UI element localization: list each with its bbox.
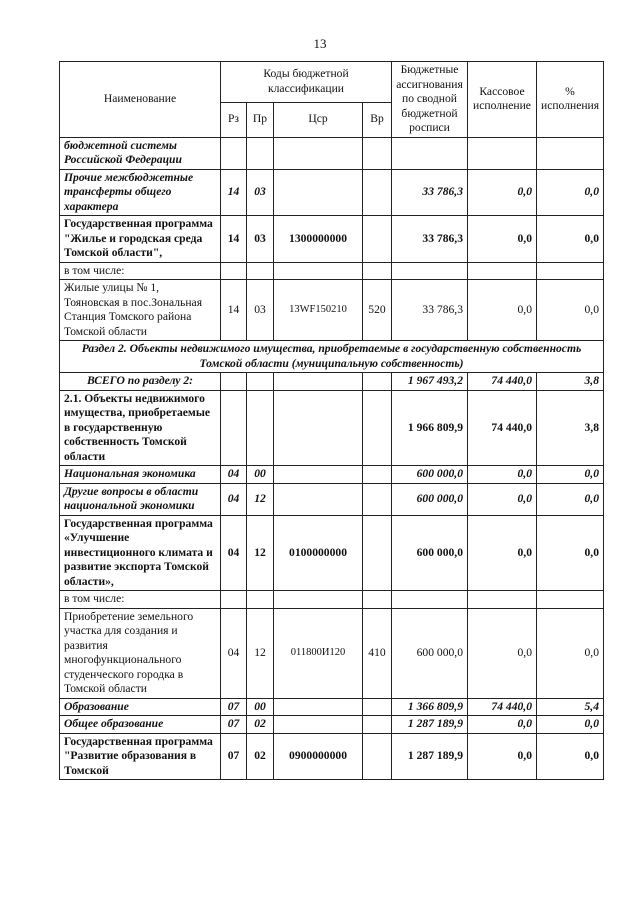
row-rz	[221, 591, 247, 609]
row-csr	[274, 466, 363, 484]
row-pr: 00	[247, 466, 274, 484]
row-pct: 0,0	[537, 608, 604, 698]
row-pr	[247, 262, 274, 280]
row-vr	[363, 373, 392, 391]
row-sum: 1 967 493,2	[392, 373, 468, 391]
header-pr: Пр	[247, 102, 274, 137]
row-name: в том числе:	[60, 591, 221, 609]
table-row	[60, 733, 604, 780]
row-pct: 0,0	[537, 733, 604, 780]
row-sum: 33 786,3	[392, 169, 468, 216]
row-rz: 14	[221, 169, 247, 216]
header-vr: Вр	[363, 102, 392, 137]
row-pct: 0,0	[537, 280, 604, 341]
row-pr: 03	[247, 169, 274, 216]
row-pct: 0,0	[537, 515, 604, 591]
row-vr	[363, 466, 392, 484]
row-name: ВСЕГО по разделу 2:	[60, 373, 221, 391]
row-sum: 33 786,3	[392, 216, 468, 263]
row-pct: 0,0	[537, 216, 604, 263]
row-pct	[537, 262, 604, 280]
row-csr	[274, 716, 363, 734]
table-row	[60, 373, 604, 391]
row-name: бюджетной системы Российской Федерации	[60, 137, 221, 169]
row-rz: 04	[221, 608, 247, 698]
row-rz: 07	[221, 733, 247, 780]
row-sum	[392, 262, 468, 280]
row-rz: 04	[221, 483, 247, 515]
row-name: Приобретение земельного участка для создания и развития многофункционального студенческого городка в Томской области	[60, 608, 221, 698]
row-sum	[392, 137, 468, 169]
header-assignments: Бюджетные ассигнования по сводной бюджетной росписи	[392, 62, 468, 138]
row-pct: 3,8	[537, 373, 604, 391]
row-csr: 011800И120	[274, 608, 363, 698]
row-sum: 1 287 189,9	[392, 716, 468, 734]
row-cash: 74 440,0	[468, 373, 537, 391]
table-row	[60, 280, 604, 341]
row-vr	[363, 390, 392, 466]
row-pct: 5,4	[537, 698, 604, 716]
row-csr	[274, 390, 363, 466]
row-cash: 74 440,0	[468, 390, 537, 466]
table-row	[60, 515, 604, 591]
row-vr	[363, 515, 392, 591]
row-vr	[363, 591, 392, 609]
row-pr: 00	[247, 698, 274, 716]
row-rz	[221, 262, 247, 280]
table-row	[60, 483, 604, 515]
row-pr: 02	[247, 716, 274, 734]
table-row	[60, 608, 604, 698]
row-name: Образование	[60, 698, 221, 716]
row-vr	[363, 483, 392, 515]
row-vr	[363, 169, 392, 216]
header-csr: Цср	[274, 102, 363, 137]
row-pr: 02	[247, 733, 274, 780]
row-rz: 14	[221, 280, 247, 341]
row-cash	[468, 137, 537, 169]
row-csr	[274, 373, 363, 391]
row-pr: 12	[247, 608, 274, 698]
row-pr	[247, 591, 274, 609]
row-sum: 600 000,0	[392, 483, 468, 515]
table-row	[60, 216, 604, 263]
table-row	[60, 341, 604, 373]
row-pr: 12	[247, 515, 274, 591]
row-rz: 07	[221, 716, 247, 734]
table-row	[60, 591, 604, 609]
row-name: 2.1. Объекты недвижимого имущества, приобретаемые в государственную собственность Томской области	[60, 390, 221, 466]
table-row	[60, 169, 604, 216]
section-title: Раздел 2. Объекты недвижимого имущества, приобретаемые в государственную собственность Томской области (муниципальную собственность)	[60, 341, 604, 373]
row-sum: 1 966 809,9	[392, 390, 468, 466]
row-vr: 520	[363, 280, 392, 341]
row-cash: 0,0	[468, 216, 537, 263]
row-cash: 0,0	[468, 169, 537, 216]
table-row	[60, 390, 604, 466]
row-sum: 33 786,3	[392, 280, 468, 341]
table-row	[60, 262, 604, 280]
row-pr	[247, 373, 274, 391]
row-name: Жилые улицы № 1, Тояновская в пос.Зональная Станция Томского района Томской области	[60, 280, 221, 341]
row-csr	[274, 591, 363, 609]
header-cash: Кассовое исполнение	[468, 62, 537, 138]
row-pr: 03	[247, 280, 274, 341]
row-cash: 0,0	[468, 608, 537, 698]
row-rz	[221, 373, 247, 391]
table-row	[60, 137, 604, 169]
row-vr	[363, 137, 392, 169]
row-sum	[392, 591, 468, 609]
budget-table	[59, 61, 604, 780]
row-rz: 14	[221, 216, 247, 263]
row-pct	[537, 137, 604, 169]
row-csr	[274, 698, 363, 716]
row-rz: 04	[221, 515, 247, 591]
row-name: Национальная экономика	[60, 466, 221, 484]
row-pr: 12	[247, 483, 274, 515]
row-name: Государственная программа "Развитие образования в Томской	[60, 733, 221, 780]
row-cash: 0,0	[468, 280, 537, 341]
row-name: в том числе:	[60, 262, 221, 280]
row-name: Прочие межбюджетные трансферты общего характера	[60, 169, 221, 216]
row-rz: 04	[221, 466, 247, 484]
table-row	[60, 698, 604, 716]
row-rz	[221, 137, 247, 169]
row-vr	[363, 262, 392, 280]
row-sum: 600 000,0	[392, 515, 468, 591]
row-csr	[274, 169, 363, 216]
row-cash: 0,0	[468, 716, 537, 734]
row-cash	[468, 262, 537, 280]
row-csr	[274, 483, 363, 515]
row-pct: 0,0	[537, 466, 604, 484]
table-row	[60, 716, 604, 734]
row-pr: 03	[247, 216, 274, 263]
row-cash: 0,0	[468, 515, 537, 591]
row-vr: 410	[363, 608, 392, 698]
header-percent: % исполнения	[537, 62, 604, 138]
row-pct: 0,0	[537, 169, 604, 216]
row-name: Государственная программа "Жилье и городская среда Томской области",	[60, 216, 221, 263]
row-vr	[363, 716, 392, 734]
page-number: 13	[313, 36, 327, 51]
row-csr	[274, 137, 363, 169]
row-csr: 13WF150210	[274, 280, 363, 341]
row-name: Другие вопросы в области национальной экономики	[60, 483, 221, 515]
table-row	[60, 466, 604, 484]
row-cash: 0,0	[468, 483, 537, 515]
row-pr	[247, 137, 274, 169]
row-cash: 0,0	[468, 733, 537, 780]
row-sum: 600 000,0	[392, 608, 468, 698]
row-csr	[274, 262, 363, 280]
row-sum: 600 000,0	[392, 466, 468, 484]
row-pct: 3,8	[537, 390, 604, 466]
row-cash	[468, 591, 537, 609]
row-name: Общее образование	[60, 716, 221, 734]
row-rz: 07	[221, 698, 247, 716]
header-rz: Рз	[221, 102, 247, 137]
row-pct: 0,0	[537, 483, 604, 515]
row-pct	[537, 591, 604, 609]
row-cash: 0,0	[468, 466, 537, 484]
row-csr: 1300000000	[274, 216, 363, 263]
row-pct: 0,0	[537, 716, 604, 734]
row-csr: 0100000000	[274, 515, 363, 591]
row-vr	[363, 698, 392, 716]
row-rz	[221, 390, 247, 466]
row-vr	[363, 733, 392, 780]
row-name: Государственная программа «Улучшение инвестиционного климата и развитие экспорта Томской области»,	[60, 515, 221, 591]
row-cash: 74 440,0	[468, 698, 537, 716]
row-vr	[363, 216, 392, 263]
row-pr	[247, 390, 274, 466]
header-codes-group: Коды бюджетной классификации	[221, 62, 392, 103]
row-csr: 0900000000	[274, 733, 363, 780]
row-sum: 1 366 809,9	[392, 698, 468, 716]
row-sum: 1 287 189,9	[392, 733, 468, 780]
header-name: Наименование	[60, 62, 221, 138]
